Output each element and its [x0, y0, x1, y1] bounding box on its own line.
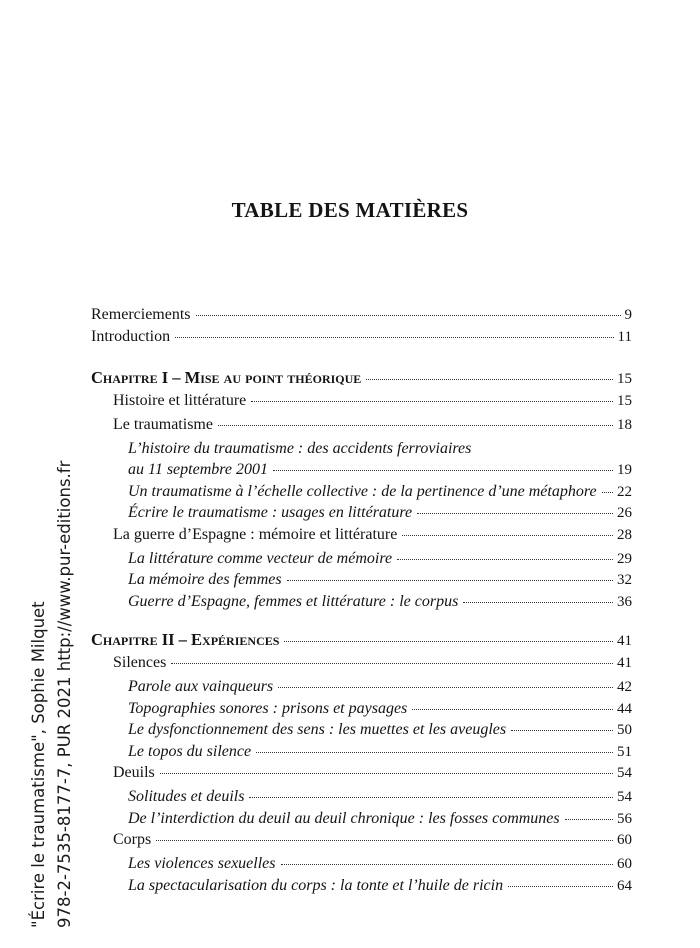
dot-leader	[602, 492, 613, 493]
toc-page-number: 51	[617, 743, 632, 760]
toc-label: La guerre d’Espagne : mémoire et littérature	[113, 525, 398, 543]
toc-subsection	[91, 721, 632, 743]
toc-subsection-line	[91, 440, 632, 462]
toc-page-number: 18	[617, 416, 632, 433]
toc-label: Le traumatisme	[113, 415, 213, 433]
toc-section	[91, 654, 632, 678]
toc-label: La spectacularisation du corps : la tonte et l’huile de ricin	[128, 876, 504, 894]
toc-label: au 11 septembre 2001	[128, 461, 268, 478]
toc-label: Écrire le traumatisme : usages en littérature	[128, 504, 413, 521]
dot-leader	[171, 663, 613, 664]
dot-leader	[463, 602, 613, 603]
toc-page-number: 60	[617, 856, 632, 872]
toc-page-number: 19	[617, 462, 632, 478]
toc-label: L’histoire du traumatisme : des accidents ferroviaires	[128, 439, 472, 457]
toc-section	[91, 764, 632, 788]
dot-leader	[273, 470, 613, 471]
toc-page-number: 26	[617, 505, 632, 521]
toc-page-number: 50	[617, 722, 632, 738]
dot-leader	[508, 886, 613, 887]
toc-label: Guerre d’Espagne, femmes et littérature : le corpus	[128, 592, 459, 610]
toc-label: Solitudes et deuils	[128, 788, 245, 805]
toc-chapter-2	[91, 630, 632, 654]
toc-subsection	[91, 788, 632, 810]
side-copyright-notice	[26, 461, 78, 928]
toc-subsection	[91, 571, 632, 593]
dot-leader	[249, 797, 613, 798]
toc-chapter-1	[91, 368, 632, 392]
toc-page-number: 11	[617, 328, 632, 345]
toc-subsection	[91, 550, 632, 572]
toc-subsection	[91, 700, 632, 722]
toc-label: Le dysfonctionnement des sens : les muettes et les aveugles	[128, 721, 507, 738]
table-of-contents	[91, 306, 632, 898]
dot-leader	[196, 315, 621, 316]
toc-subsection	[91, 593, 632, 615]
dot-leader	[281, 864, 614, 865]
dot-leader	[366, 379, 613, 380]
dot-leader	[218, 425, 613, 426]
dot-leader	[287, 580, 613, 581]
dot-leader	[412, 709, 613, 710]
toc-entry-introduction	[91, 328, 632, 352]
page-title: TABLE DES MATIÈRES	[231, 198, 469, 222]
side-line-isbn-url: 978-2-7535-8177-7, PUR 2021 http://www.pur-editions.fr	[55, 460, 74, 928]
toc-subsection	[91, 743, 632, 765]
toc-section	[91, 416, 632, 440]
dot-leader	[417, 513, 613, 514]
toc-subsection	[91, 678, 632, 700]
toc-label: Parole aux vainqueurs	[128, 678, 274, 695]
toc-label: Deuils	[113, 764, 155, 781]
toc-page-number: 60	[617, 832, 632, 848]
toc-label: Les violences sexuelles	[128, 855, 276, 872]
toc-page-number: 32	[617, 572, 632, 588]
dot-leader	[256, 752, 613, 753]
toc-label: La mémoire des femmes	[128, 571, 282, 588]
toc-section	[91, 831, 632, 855]
toc-subsection	[91, 483, 632, 505]
dot-leader	[156, 840, 613, 841]
toc-label: Chapitre II – Expériences	[91, 630, 280, 649]
toc-label: La littérature comme vecteur de mémoire	[128, 549, 393, 567]
dot-leader	[160, 773, 613, 774]
toc-page-number: 28	[617, 526, 632, 543]
toc-page-number: 29	[617, 550, 632, 567]
toc-subsection	[91, 461, 632, 483]
toc-label: Silences	[113, 654, 167, 671]
toc-page-number: 36	[617, 593, 632, 610]
side-line-title-author: "Écrire le traumatisme", Sophie Milquet	[29, 601, 48, 928]
toc-label: Corps	[113, 831, 152, 848]
dot-leader	[278, 687, 613, 688]
toc-page-number: 54	[617, 765, 632, 781]
toc-page-number: 64	[617, 877, 632, 894]
toc-page-number: 41	[617, 633, 632, 649]
toc-label: Le topos du silence	[128, 742, 252, 760]
toc-label: Introduction	[91, 327, 171, 345]
toc-page-number: 56	[617, 810, 632, 827]
toc-subsection	[91, 877, 632, 899]
toc-page-number: 22	[617, 483, 632, 500]
dot-leader	[402, 535, 613, 536]
dot-leader	[251, 401, 613, 402]
toc-label: Topographies sonores : prisons et paysages	[128, 699, 408, 717]
dot-leader	[284, 641, 613, 642]
toc-entry-remerciements	[91, 306, 632, 328]
toc-label: Chapitre I – Mise au point théorique	[91, 367, 362, 387]
toc-page-number: 15	[617, 392, 632, 409]
toc-subsection	[91, 855, 632, 877]
dot-leader	[397, 559, 613, 560]
toc-section	[91, 392, 632, 416]
toc-page-number: 54	[617, 789, 632, 805]
toc-page-number: 9	[624, 307, 632, 323]
dot-leader	[175, 337, 613, 338]
dot-leader	[511, 730, 613, 731]
toc-label: De l’interdiction du deuil au deuil chronique : les fosses communes	[128, 809, 560, 827]
toc-label: Histoire et littérature	[113, 391, 247, 409]
toc-label: Remerciements	[91, 306, 191, 323]
toc-section	[91, 526, 632, 550]
dot-leader	[565, 819, 613, 820]
toc-page-number: 15	[617, 370, 632, 387]
toc-subsection	[91, 810, 632, 832]
toc-subsection	[91, 504, 632, 526]
toc-page-number: 44	[617, 700, 632, 717]
toc-page-number: 42	[617, 679, 632, 695]
toc-page-number: 41	[617, 655, 632, 671]
toc-label: Un traumatisme à l’échelle collective : de la pertinence d’une métaphore	[128, 482, 597, 500]
